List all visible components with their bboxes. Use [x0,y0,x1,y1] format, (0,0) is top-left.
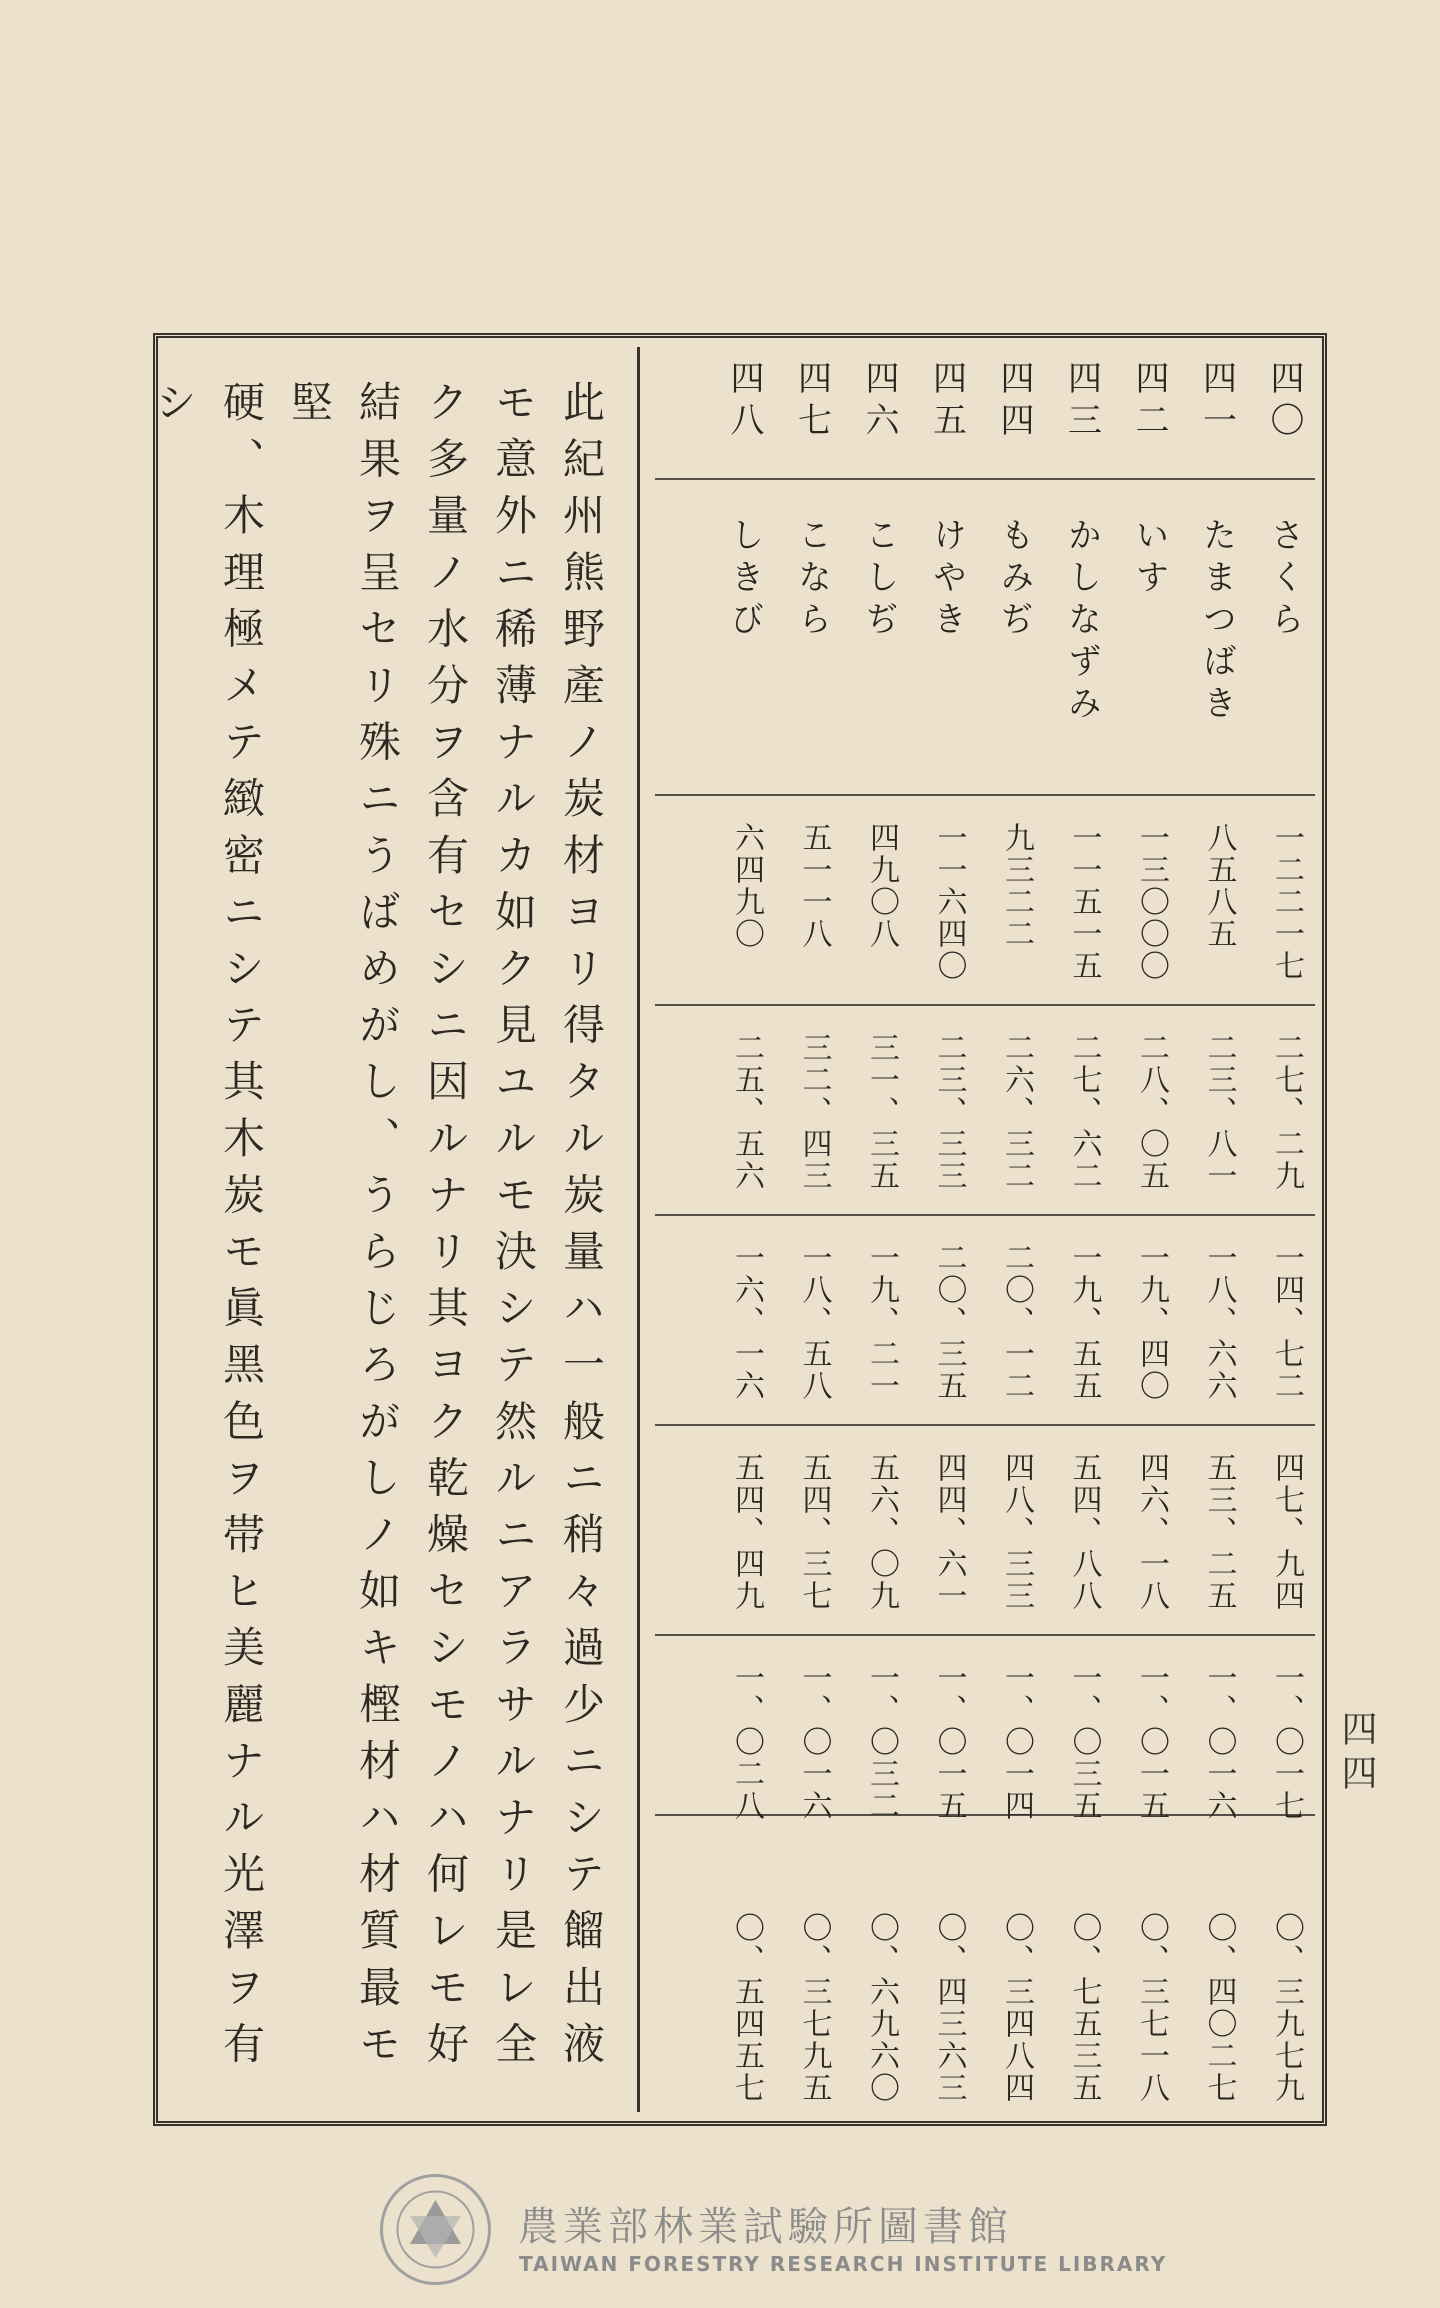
library-name-chinese: 農業部林業試驗所圖書館 [518,2204,1013,2250]
row-number: 四八 [724,360,764,444]
column-divider [637,347,640,2112]
library-name-english: TAIWAN FORESTRY RESEARCH INSTITUTE LIBRARY [519,2252,1168,2276]
value-col-3: 一六、一六 [729,1242,764,1402]
prose-line: 此紀州熊野產ノ炭材ヨリ得タル炭量ハ一般ニ稍々過少ニシテ餾出液 [557,380,606,2078]
value-col-2: 二三、三三 [931,1032,967,1192]
value-col-5: 一、〇一七 [1269,1662,1304,1822]
prose-line: モ意外ニ稀薄ナルカ如ク見ユルモ決シテ然ルニアラサルナリ是レ全 [489,380,538,2078]
species-name: こなら [791,517,832,643]
row-number: 四〇 [1264,360,1304,444]
value-col-5: 一、〇一六 [796,1662,832,1822]
value-col-3: 一八、五八 [796,1242,832,1402]
value-col-5: 一、〇一五 [931,1662,967,1822]
value-col-3: 二〇、三五 [931,1242,967,1402]
row-number: 四五 [926,360,967,444]
value-col-6: 〇、三七一八 [1134,1912,1169,2104]
value-col-5: 一、〇三五 [1066,1662,1102,1822]
value-col-1: 一一六四〇 [931,822,967,982]
prose-line: ク多量ノ水分ヲ含有セシニ因ルナリ其ヨク乾燥セシモノハ何レモ好 [421,380,470,2078]
table-row [1243,352,1304,2110]
prose-block [149,380,615,2100]
value-col-1: 一三〇〇〇 [1134,822,1169,982]
value-col-3: 一九、二一 [864,1242,899,1402]
species-name: もみぢ [994,517,1034,643]
value-col-4: 五四、四九 [729,1452,764,1612]
value-col-2: 二六、三二 [999,1032,1034,1192]
value-col-2: 二七、二九 [1269,1032,1304,1192]
value-col-4: 四七、九四 [1269,1452,1304,1612]
value-col-4: 五三、二五 [1201,1452,1237,1612]
value-col-3: 一九、四〇 [1134,1242,1169,1402]
charcoal-data-table [655,352,1315,2110]
value-col-6: 〇、七五三五 [1066,1912,1102,2104]
row-number: 四六 [859,360,899,444]
value-col-3: 二〇、一二 [999,1242,1034,1402]
value-col-6: 〇、三九七九 [1269,1912,1304,2104]
table-row [973,352,1034,2110]
row-number: 四三 [1061,360,1102,444]
table-row [703,352,764,2110]
value-col-4: 五四、三七 [796,1452,832,1612]
value-col-5: 一、〇一五 [1134,1662,1169,1822]
table-row [838,352,899,2110]
value-col-2: 二五、五六 [729,1032,764,1192]
value-col-3: 一八、六六 [1201,1242,1237,1402]
row-number: 四七 [791,360,832,444]
page-number: 四四 [1336,1710,1377,1798]
value-col-2: 三一、三五 [864,1032,899,1192]
value-col-5: 一、〇二八 [729,1662,764,1822]
species-name: いす [1129,517,1169,601]
value-col-2: 二三、八一 [1201,1032,1237,1192]
value-col-4: 五四、八八 [1066,1452,1102,1612]
value-col-1: 四九〇八 [864,822,899,950]
table-row [1041,352,1102,2110]
value-col-2: 二七、六二 [1066,1032,1102,1192]
value-col-5: 一、〇三二 [864,1662,899,1822]
value-col-5: 一、〇一六 [1201,1662,1237,1822]
value-col-1: 一二二一七 [1269,822,1304,982]
value-col-1: 一一五一五 [1066,822,1102,982]
row-number: 四二 [1129,360,1169,444]
value-col-6: 〇、六九六〇 [864,1912,899,2104]
value-col-1: 六四九〇 [729,822,764,950]
value-col-1: 九三二二 [999,822,1034,950]
value-col-4: 四四、六一 [931,1452,967,1612]
species-name: しきび [724,517,764,643]
table-row [906,352,967,2110]
value-col-4: 四六、一八 [1134,1452,1169,1612]
value-col-3: 一四、七二 [1269,1242,1304,1402]
species-name: さくら [1264,517,1304,643]
value-col-6: 〇、五四五七 [729,1912,764,2104]
prose-line: 硬、木理極メテ緻密ニシテ其木炭モ眞黑色ヲ帯ヒ美麗ナル光澤ヲ有シ [149,380,266,2078]
value-col-1: 五一一八 [796,822,832,950]
value-col-1: 八五八五 [1201,822,1237,950]
library-seal [378,2172,493,2287]
value-col-6: 〇、四三六三 [931,1912,967,2104]
value-col-2: 三二、四三 [796,1032,832,1192]
row-number: 四一 [1196,360,1237,444]
species-name: けやき [926,517,967,643]
species-name: こしぢ [859,517,899,643]
table-row [1108,352,1169,2110]
value-col-6: 〇、四〇二七 [1201,1912,1237,2104]
value-col-4: 五六、〇九 [864,1452,899,1612]
value-col-4: 四八、三三 [999,1452,1034,1612]
table-row [771,352,832,2110]
prose-line: 結果ヲ呈セリ殊ニうばめがし、うらじろがしノ如キ樫材ハ材質最モ堅 [285,380,402,2078]
table-row [1176,352,1237,2110]
row-number: 四四 [994,360,1034,444]
species-name: たまつばき [1196,517,1237,727]
value-col-3: 一九、五五 [1066,1242,1102,1402]
value-col-5: 一、〇一四 [999,1662,1034,1822]
species-name: かしなずみ [1061,517,1102,727]
value-col-6: 〇、三七九五 [796,1912,832,2104]
value-col-2: 二八、〇五 [1134,1032,1169,1192]
value-col-6: 〇、三四八四 [999,1912,1034,2104]
